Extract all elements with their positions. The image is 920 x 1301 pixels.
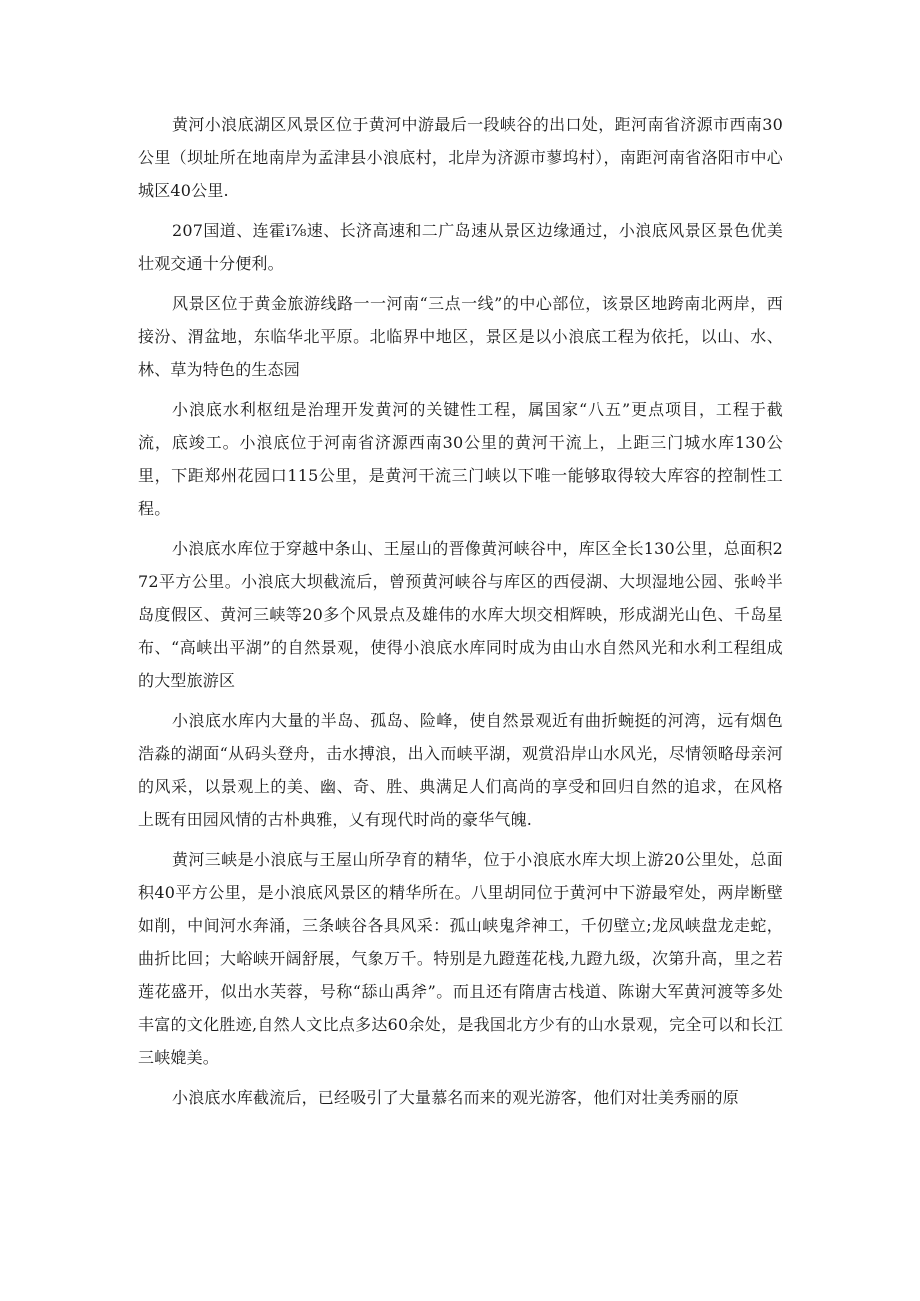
paragraph-water-project: 小浪底水利枢纽是治理开发黄河的关键性工程，属国家“八五”更点项目，工程于截流，底竣工。小浪底位于河南省济源西南30公里的黄河干流上，上距三门城水库130公里，下距郑州花园口115公里，是黄河干流三门峡以下唯一能够取得较大库容的控制性工程。 (138, 400, 783, 518)
paragraph-landscape: 小浪底水库内大量的半岛、孤岛、险峰，使自然景观近有曲折蜿挺的河湾，远有烟色浩淼的湖面“从码头登舟，击水搏浪，出入而峡平湖，观赏沿岸山水风光，尽情领略母亲河的风采，以景观上的美、幽、奇、胜、典满足人们高尚的享受和回归自然的追求，在风格上既有田园风情的古朴典雅，乂有现代时尚的豪华气魄. (138, 711, 783, 829)
paragraph-scenic-area: 风景区位于黄金旅游线路一一河南“三点一线”的中心部位，该景区地跨南北两岸，西接汾、渭盆地，东临华北平原。北临界中地区，景区是以小浪底工程为依托，以山、水、林、草为特色的生态园 (138, 294, 783, 379)
paragraph-tourists: 小浪底水库截流后，已经吸引了大量慕名而来的观光游客，他们对壮美秀丽的原 (172, 1088, 740, 1107)
document-page (138, 108, 783, 1121)
paragraph-transport: 207国道、连霍i⅞速、长济高速和二广岛速从景区边缘通过，小浪底风景区景色优美壮观交通十分便利。 (138, 221, 783, 273)
paragraph-reservoir: 小浪底水库位于穿越中条山、王屋山的晋像黄河峡谷中，库区全长130公里，总面积272平方公里。小浪底大坝截流后，曾预黄河峡谷与库区的西侵湖、大坝湿地公园、张岭半岛度假区、黄河三峡等20多个风景点及雄伟的水库大坝交相辉映，形成湖光山色、千岛星布、“高峡出平湖”的自然景观，使得小浪底水库同时成为由山水自然风光和水利工程组成的大型旅游区 (138, 539, 783, 690)
paragraph-three-gorges: 黄河三峡是小浪底与王屋山所孕育的精华，位于小浪底水库大坝上游20公里处，总面积40平方公里，是小浪底风景区的精华所在。八里胡同位于黄河中下游最窄处，两岸断壁如削，中间河水奔涌，三条峡谷各具风采：孤山峡鬼斧神工，千仞壁立;龙凤峡盘龙走蛇，曲折比回；大峪峡开阔舒展，气象万千。特别是九蹬莲花栈,九蹬九级，次第升高，里之若莲花盛开，似出水芙蓉，号称“舔山禹斧”。而且还有隋唐古栈道、陈谢大军黄河渡等多处丰富的文化胜迹,自然人文比点多达60余处，是我国北方少有的山水景观，完全可以和长江三峡媲美。 (138, 850, 783, 1067)
paragraph-intro-location: 黄河小浪底湖区风景区位于黄河中游最后一段峡谷的出口处，距河南省济源市西南30公里（坝址所在地南岸为孟津县小浪底村，北岸为济源市蓼坞村），南距河南省洛阳市中心城区40公里. (138, 115, 783, 200)
